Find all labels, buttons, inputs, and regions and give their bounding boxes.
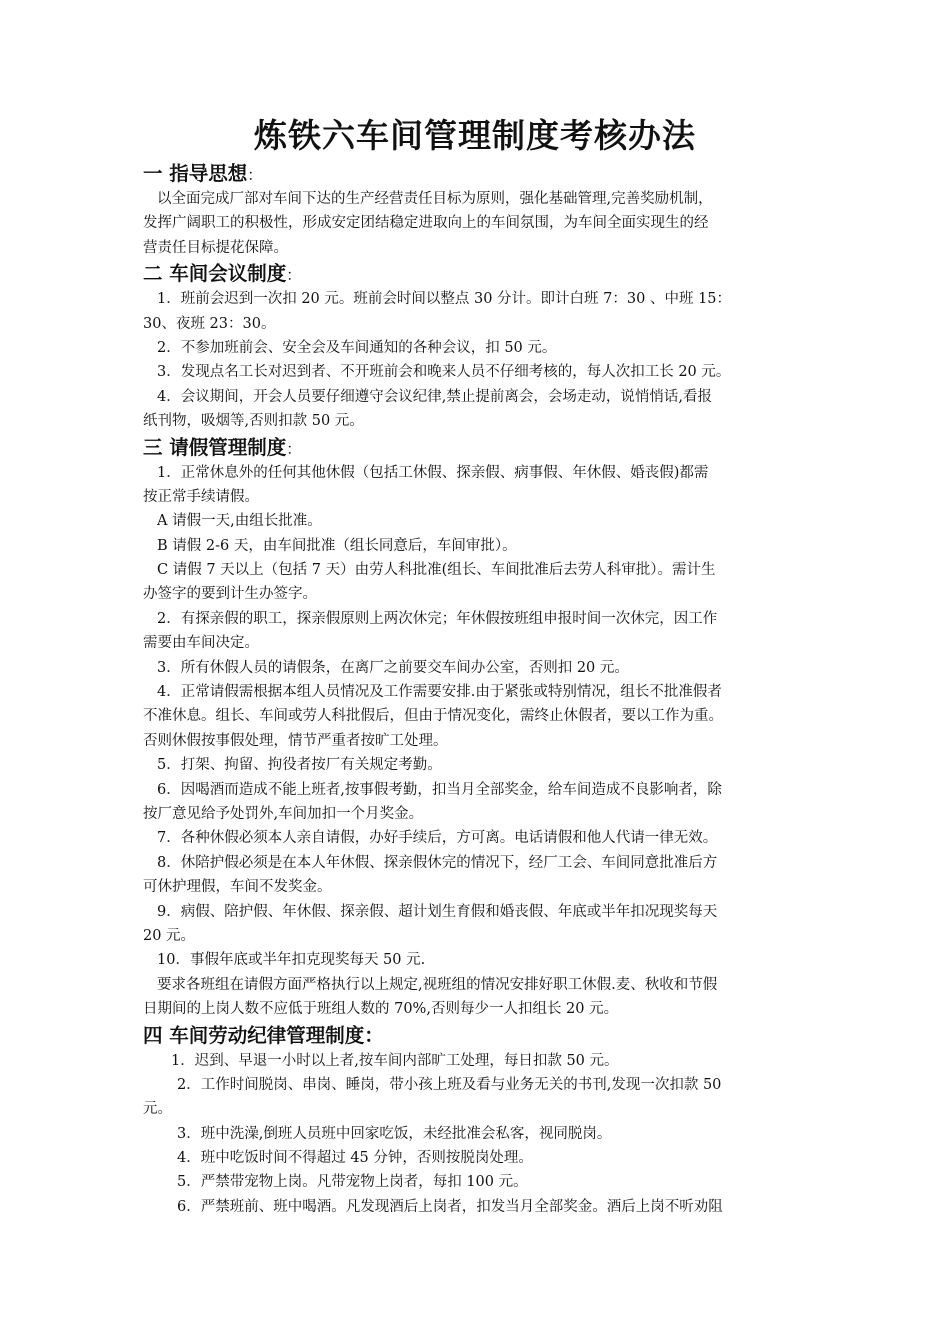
paragraph-line: 否则休假按事假处理，情节严重者按旷工处理。 <box>143 732 448 749</box>
paragraph-line: 营责任目标提花保障。 <box>143 239 288 256</box>
paragraph-line: 3．发现点名工长对迟到者、不开班前会和晚来人员不仔细考核的，每人次扣工长 20 元。 <box>157 364 731 381</box>
paragraph-line: 4．班中吃饭时间不得超过 45 分钟，否则按脱岗处理。 <box>177 1150 533 1167</box>
paragraph-line: 6．严禁班前、班中喝酒。凡发现酒后上岗者，扣发当月全部奖金。酒后上岗不听劝阻 <box>177 1198 723 1215</box>
document-title: 炼铁六车间管理制度考核办法 <box>254 116 696 155</box>
paragraph-line: 10．事假年底或半年扣克现奖每天 50 元. <box>157 952 426 969</box>
paragraph-line: 办签字的要到计生办签字。 <box>143 586 317 603</box>
section-heading-meeting-rules: 二 车间会议制度： <box>143 262 302 286</box>
paragraph-line: C 请假 7 天以上（包括 7 天）由劳人科批准(组长、车间批准后去劳人科审批）。需计生 <box>157 562 716 579</box>
paragraph-line: 5．打架、拘留、拘役者按厂有关规定考勤。 <box>157 757 442 774</box>
paragraph-line: 日期间的上岗人数不应低于班组人数的 70%,否则每少一人扣组长 20 元。 <box>143 1001 619 1018</box>
paragraph-line: 纸刊物，吸烟等,否则扣款 50 元。 <box>143 413 364 430</box>
paragraph-line: 按正常手续请假。 <box>143 488 259 505</box>
paragraph-line: 元。 <box>143 1101 172 1118</box>
paragraph-line: 30、夜班 23：30。 <box>143 315 276 332</box>
paragraph-line: 5．严禁带宠物上岗。凡带宠物上岗者，每扣 100 元。 <box>177 1174 528 1191</box>
section-heading-leave-rules: 三 请假管理制度： <box>143 435 302 459</box>
paragraph-line: A 请假一天,由组长批准。 <box>157 513 322 530</box>
paragraph-line: 20 元。 <box>143 927 196 944</box>
paragraph-line: 1．班前会迟到一次扣 20 元。班前会时间以整点 30 分计。即计白班 7：30 、中班 15： <box>157 291 732 308</box>
paragraph-line: 1．正常休息外的任何其他休假（包括工休假、探亲假、病事假、年休假、婚丧假)都需 <box>157 464 709 481</box>
paragraph-line: 8．休陪护假必须是在本人年休假、探亲假休完的情况下，经厂工会、车间同意批准后方 <box>157 854 718 871</box>
paragraph-line: 要求各班组在请假方面严格执行以上规定,视班组的情况安排好职工休假.麦、秋收和节假 <box>157 976 718 993</box>
paragraph-line: 1．迟到、早退一小时以上者,按车间内部旷工处理，每日扣款 50 元。 <box>171 1052 619 1069</box>
paragraph-line: 以全面完成厂部对车间下达的生产经营责任目标为原则，强化基础管理,完善奖励机制， <box>157 191 713 207</box>
paragraph-line: 7．各种休假必须本人亲自请假，办好手续后，方可离。电话请假和他人代请一律无效。 <box>157 830 718 847</box>
paragraph-line: 2．不参加班前会、安全会及车间通知的各种会议，扣 50 元。 <box>157 339 557 356</box>
paragraph-line: B 请假 2-6 天，由车间批准（组长同意后，车间审批）。 <box>157 537 517 554</box>
paragraph-line: 6．因喝酒而造成不能上班者,按事假考勤，扣当月全部奖金，给车间造成不良影响者，除 <box>157 781 722 798</box>
section-heading-labor-discipline: 四 车间劳动纪律管理制度： <box>143 1023 384 1047</box>
paragraph-line: 可休护理假，车间不发奖金。 <box>143 879 332 896</box>
paragraph-line: 4．正常请假需根据本组人员情况及工作需要安排.由于紧张或特别情况，组长不批准假者 <box>157 684 722 701</box>
paragraph-line: 需要由车间决定。 <box>143 635 259 652</box>
paragraph-line: 按厂意见给予处罚外,车间加扣一个月奖金。 <box>143 805 424 822</box>
paragraph-line: 2．工作时间脱岗、串岗、睡岗，带小孩上班及看与业务无关的书刊,发现一次扣款 50 <box>177 1076 722 1093</box>
paragraph-line: 9．病假、陪护假、年休假、探亲假、超计划生育假和婚丧假、年底或半年扣况现奖每天 <box>157 903 718 920</box>
paragraph-line: 4．会议期间，开会人员要仔细遵守会议纪律,禁止提前离会，会场走动，说悄悄话,看报 <box>157 388 712 405</box>
section-heading-guiding-ideology: 一 指导思想： <box>143 162 263 185</box>
paragraph-line: 2．有探亲假的职工，探亲假原则上两次休完；年休假按班组申报时间一次休完，因工作 <box>157 610 718 627</box>
paragraph-line: 发挥广阔职工的积极性，形成安定团结稳定进取向上的车间氛围，为车间全面实现生的经 <box>143 215 709 232</box>
document-body <box>143 160 819 1219</box>
paragraph-line: 3．所有休假人员的请假条，在离厂之前要交车间办公室，否则扣 20 元。 <box>157 659 629 676</box>
paragraph-line: 不准休息。组长、车间或劳人科批假后，但由于情况变化，需终止休假者，要以工作为重。 <box>143 708 723 725</box>
paragraph-line: 3．班中洗澡,倒班人员班中回家吃饭，未经批准会私客，视同脱岗。 <box>177 1125 612 1142</box>
